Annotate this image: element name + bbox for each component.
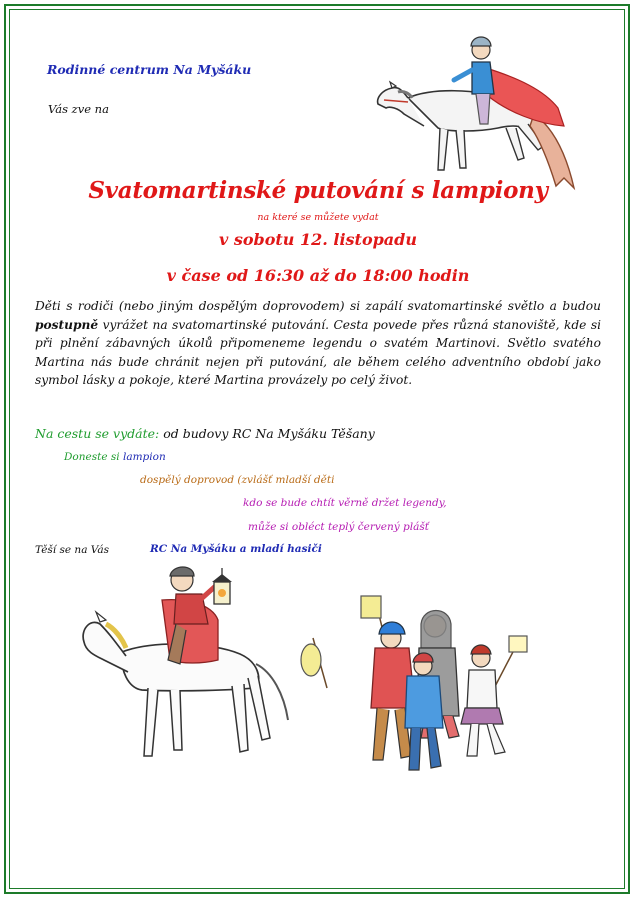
closing-greeting: Těší se na Vás — [35, 544, 110, 556]
bring-label: Doneste si — [64, 451, 120, 463]
description-part2: vyrážet na svatomartinské putování. Cesta povede přes různá stanoviště, kde si při plnění zábavných úkolů připomeneme legendu o svatém Martinovi. Světlo svatého Martina nás bude chránit nejen při putování, ale během celého adventního období jako symbol lásky a pokoje, které Martina provázely po celý život. — [35, 317, 601, 387]
event-subtitle: na které se můžete vydat — [257, 212, 379, 223]
bring-item-4: může si obléct teplý červený plášť — [248, 521, 429, 533]
invite-text: Vás zve na — [48, 102, 109, 116]
route-label: Na cestu se vydáte: — [35, 426, 160, 441]
event-description — [35, 297, 601, 390]
bring-item-2: dospělý doprovod (zvlášť mladší děti — [140, 474, 335, 486]
description-part1: Děti s rodiči (nebo jiným dospělým doprovodem) si zapálí svatomartinské světlo a budou — [35, 299, 601, 313]
description-bold: postupně — [35, 317, 99, 332]
bring-item-3: kdo se bude chtít věrně držet legendy, — [243, 497, 447, 509]
closing-signature: RC Na Myšáku a mladí hasiči — [150, 543, 322, 555]
event-time: v čase od 16:30 až do 18:00 hodin — [166, 266, 470, 285]
bring-item-1: lampion — [119, 451, 166, 463]
organizer-name: Rodinné centrum Na Myšáku — [47, 62, 252, 77]
children-lanterns-illustration — [283, 588, 543, 788]
event-date: v sobotu 12. listopadu — [218, 230, 417, 249]
saint-martin-horse-illustration — [368, 28, 593, 198]
event-title: Svatomartinské putování s lampiony — [88, 177, 548, 204]
route-text: od budovy RC Na Myšáku Těšany — [159, 426, 375, 441]
route-line — [35, 426, 375, 441]
lantern-rider-illustration — [62, 560, 312, 775]
bring-line-1 — [64, 451, 166, 463]
